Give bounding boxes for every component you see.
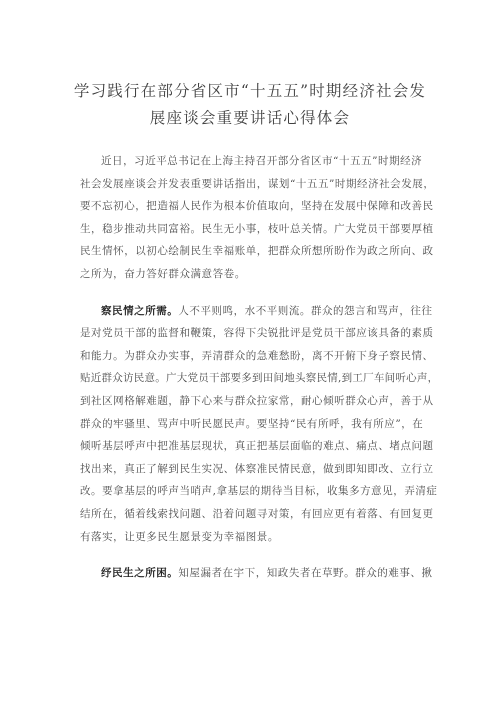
title-line: 学习践行在部分省区市“十五五”时期经济社会发 bbox=[73, 82, 427, 100]
paragraph-line bbox=[80, 562, 440, 585]
paragraph-line-text: 知屋漏者在宇下，知政失者在草野。群众的难事、揪 bbox=[178, 567, 433, 580]
paragraph-line: 民生情怀，以初心绘制民生幸福账单，把群众所想所盼作为政之所向、政 bbox=[80, 245, 434, 258]
paragraph-lead-heading: 察民情之所需。 bbox=[101, 304, 179, 317]
paragraph-line: 社会发展座谈会并发表重要讲话指出，谋划“十五五”时期经济社会发展， bbox=[80, 177, 435, 190]
paragraph-gap bbox=[80, 286, 440, 300]
paragraph-lead-heading: 纾民生之所困。 bbox=[101, 567, 179, 580]
paragraph-relieve-difficulties bbox=[80, 562, 440, 585]
paragraph-line: 要不忘初心，把造福人民作为根本价值取向，坚持在发展中保障和改善民 bbox=[80, 200, 434, 213]
paragraph-line: 有落实，让更多民生愿景变为幸福图景。 bbox=[80, 530, 279, 543]
paragraph-line: 贴近群众访民意。广大党员干部要多到田间地头察民情,到工厂车间听心声， bbox=[80, 372, 439, 385]
paragraph-line bbox=[80, 300, 440, 323]
paragraph-line-text: 近日，习近平总书记在上海主持召开部分省区市“十五五”时期经济 bbox=[101, 155, 423, 167]
document-body bbox=[80, 150, 440, 585]
paragraph-line-text: 人不平则鸣，水不平则流。群众的怨言和骂声，往往 bbox=[178, 304, 433, 317]
paragraph-line: 和能力。为群众办实事，弄清群众的急难愁盼，离不开俯下身子察民情、 bbox=[80, 349, 434, 362]
paragraph-line: 生，稳步推动共同富裕。民生无小事，枝叶总关情。广大党员干部要厚植 bbox=[80, 222, 434, 235]
paragraph-line: 结所在，循着线索找问题、沿着问题寻对策，有回应更有着落、有回复更 bbox=[80, 507, 434, 520]
paragraph-line: 群众的牢骚里、骂声中听民愿民声。要坚持“民有所呼，我有所应”，在 bbox=[80, 417, 424, 430]
paragraph-intro bbox=[80, 150, 440, 286]
paragraph-line: 倾听基层呼声中把准基层现状，真正把基层面临的难点、痛点、堵点问题 bbox=[80, 440, 434, 453]
paragraph-line bbox=[80, 150, 440, 173]
paragraph-line: 之所为，奋力答好群众满意答卷。 bbox=[80, 267, 246, 280]
title-line: 展座谈会重要讲话心得体会 bbox=[149, 109, 351, 127]
paragraph-line: 改。要拿基层的呼声当哨声,拿基层的期待当目标，收集多方意见，弄清症 bbox=[80, 485, 438, 498]
paragraph-line: 找出来，真正了解到民生实况、体察准民情民意，做到即知即改、立行立 bbox=[80, 462, 434, 475]
paragraph-observe-needs bbox=[80, 300, 440, 549]
paragraph-line: 是对党员干部的监督和鞭策，容得下尖锐批评是党员干部应该具备的素质 bbox=[80, 327, 434, 340]
paragraph-gap bbox=[80, 548, 440, 562]
paragraph-line: 到社区网格解难题，静下心来与群众拉家常，耐心倾听群众心声，善于从 bbox=[80, 394, 434, 407]
document-title bbox=[40, 78, 460, 132]
